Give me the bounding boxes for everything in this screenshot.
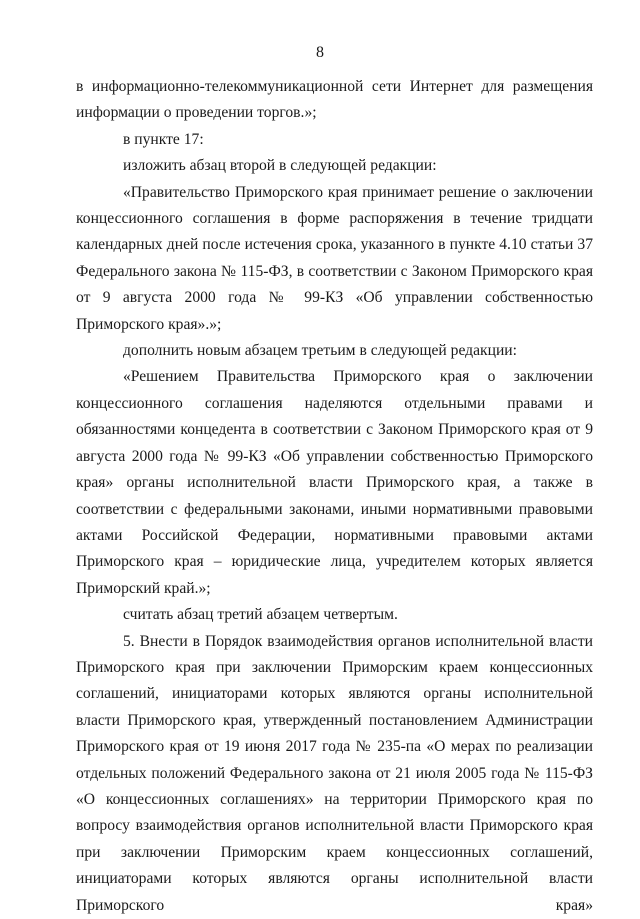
page-number: 8	[316, 44, 324, 61]
paragraph-2: в пункте 17:	[123, 130, 204, 148]
document-body	[76, 74, 593, 919]
paragraph-6: «Решением Правительства Приморского края о заключении концессионного соглашения наделяются отдельными правами и обязанностями концедента в соответствии с Законом Приморского края от 9 августа 2000 года № 99-КЗ «Об управлении собственностью Приморского края» органы исполнительной власти Приморского края, а также в соответствии с федеральными законами, иными нормативными правовыми актами Российской Федерации, нормативными правовыми актами Приморского края – юридические лица, учредителем которых является Приморский край.»;	[76, 368, 593, 597]
paragraph-3: изложить абзац второй в следующей редакции:	[123, 157, 437, 175]
paragraph-4: «Правительство Приморского края принимает решение о заключении концессионного соглашения в форме распоряжения в течение тридцати календарных дней после истечения срока, указанного в пункте 4.10 статьи 37 Федерального закона № 115-ФЗ, в соответствии с Законом Приморского края от 9 августа 2000 года № 99-КЗ «Об управлении собственностью Приморского края».»;	[76, 183, 593, 333]
paragraph-7: считать абзац третий абзацем четвертым.	[123, 606, 398, 624]
paragraph-1: в информационно-телекоммуникационной сети Интернет для размещения информации о проведении торгов.»;	[76, 78, 593, 122]
paragraph-5: дополнить новым абзацем третьим в следующей редакции:	[123, 342, 517, 360]
paragraph-8: 5. Внести в Порядок взаимодействия органов исполнительной власти Приморского края при заключении Приморским краем концессионных соглашений, инициаторами которых являются органы исполнительной власти Приморского края, утвержденный постановлением Администрации Приморского края от 19 июня 2017 года № 235-па «О мерах по реализации отдельных положений Федерального закона от 21 июля 2005 года № 115-ФЗ «О концессионных соглашениях» на территории Приморского края по вопросу взаимодействия органов исполнительной власти Приморского края при заключении Приморским краем концессионных соглашений, инициаторами которых являются органы исполнительной власти Приморского края»	[76, 632, 593, 914]
